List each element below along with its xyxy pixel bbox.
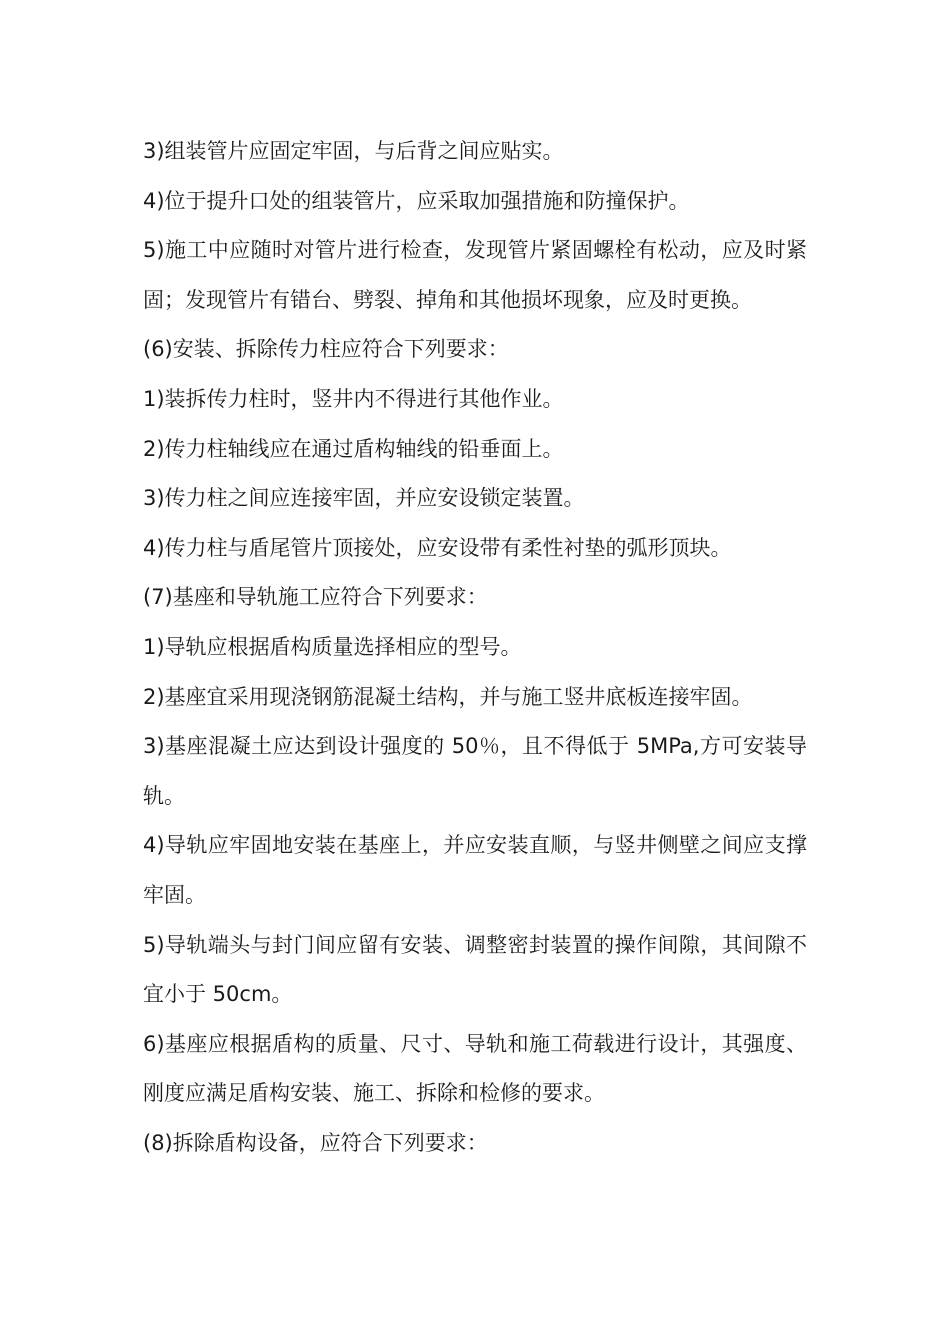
paragraph: 4)传力柱与盾尾管片顶接处，应安设带有柔性衬垫的弧形顶块。 bbox=[143, 535, 732, 560]
paragraph: 4)位于提升口处的组装管片，应采取加强措施和防撞保护。 bbox=[143, 188, 690, 213]
paragraph: 2)传力柱轴线应在通过盾构轴线的铅垂面上。 bbox=[143, 436, 564, 461]
document-body bbox=[143, 127, 807, 1168]
paragraph: 6)基座应根据盾构的质量、尺寸、导轨和施工荷载进行设计，其强度、刚度应满足盾构安装、施工、拆除和检修的要求。 bbox=[143, 1031, 807, 1106]
paragraph: 5)导轨端头与封门间应留有安装、调整密封装置的操作间隙，其间隙不宜小于 50cm。 bbox=[143, 932, 807, 1007]
paragraph: (8)拆除盾构设备，应符合下列要求： bbox=[143, 1130, 488, 1155]
paragraph: (7)基座和导轨施工应符合下列要求： bbox=[143, 585, 488, 610]
paragraph: 2)基座宜采用现浇钢筋混凝土结构，并与施工竖井底板连接牢固。 bbox=[143, 684, 753, 709]
paragraph: 3)传力柱之间应连接牢固，并应安设锁定装置。 bbox=[143, 486, 585, 511]
paragraph: 3)组装管片应固定牢固，与后背之间应贴实。 bbox=[143, 139, 564, 163]
paragraph: (6)安装、拆除传力柱应符合下列要求： bbox=[143, 337, 509, 362]
paragraph: 1)装拆传力柱时，竖井内不得进行其他作业。 bbox=[143, 386, 564, 411]
paragraph: 3)基座混凝土应达到设计强度的 50％，且不得低于 5MPa,方可安装导轨。 bbox=[143, 734, 807, 808]
paragraph: 5)施工中应随时对管片进行检查，发现管片紧固螺栓有松动，应及时紧固；发现管片有错台、劈裂、掉角和其他损坏现象，应及时更换。 bbox=[143, 238, 807, 312]
paragraph: 1)导轨应根据盾构质量选择相应的型号。 bbox=[143, 634, 522, 659]
paragraph: 4)导轨应牢固地安装在基座上，并应安装直顺，与竖井侧壁之间应支撑牢固。 bbox=[143, 833, 807, 907]
